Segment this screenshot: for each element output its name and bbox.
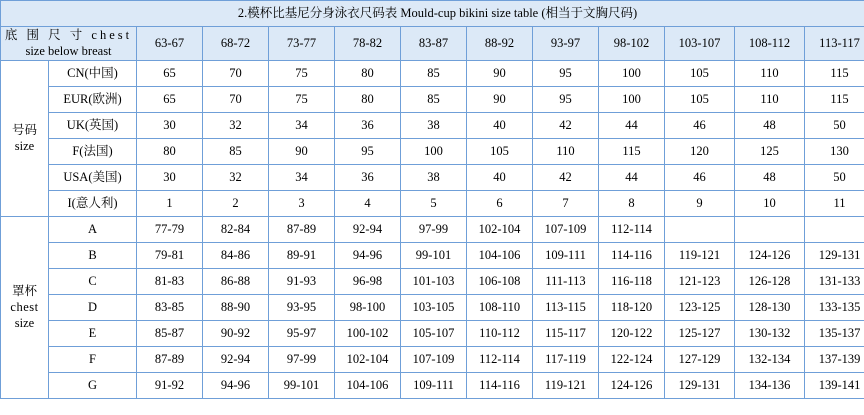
- table-cell: 95: [335, 139, 401, 165]
- table-cell: 32: [203, 165, 269, 191]
- table-cell: 127-129: [665, 347, 735, 373]
- table-cell: 106-108: [467, 269, 533, 295]
- table-cell: 129-131: [805, 243, 864, 269]
- table-cell: 44: [599, 165, 665, 191]
- table-cell-empty: [665, 217, 735, 243]
- table-cell: 87-89: [137, 347, 203, 373]
- row-label: F: [49, 347, 137, 373]
- table-cell: 50: [805, 113, 864, 139]
- table-cell: 38: [401, 165, 467, 191]
- table-row: [1, 61, 864, 87]
- table-cell: 79-81: [137, 243, 203, 269]
- table-cell: 115-117: [533, 321, 599, 347]
- table-cell: 114-116: [599, 243, 665, 269]
- row-label: C: [49, 269, 137, 295]
- table-cell: 4: [335, 191, 401, 217]
- table-cell: 130-132: [735, 321, 805, 347]
- table-cell: 129-131: [665, 373, 735, 399]
- table-cell: 42: [533, 113, 599, 139]
- table-cell: 93-95: [269, 295, 335, 321]
- table-cell: 75: [269, 61, 335, 87]
- row-label: EUR(欧洲): [49, 87, 137, 113]
- table-cell: 32: [203, 113, 269, 139]
- table-cell: 135-137: [805, 321, 864, 347]
- chest-range-header: 103-107: [665, 27, 735, 61]
- table-cell: 134-136: [735, 373, 805, 399]
- table-cell: 86-88: [203, 269, 269, 295]
- table-cell: 94-96: [335, 243, 401, 269]
- row-label: USA(美国): [49, 165, 137, 191]
- table-cell: 46: [665, 165, 735, 191]
- table-cell: 98-100: [335, 295, 401, 321]
- table-cell: 100-102: [335, 321, 401, 347]
- cup-group-label-line1: 罩杯: [11, 284, 37, 299]
- table-cell: 44: [599, 113, 665, 139]
- page-title: 2.模杯比基尼分身泳衣尺码表 Mould-cup bikini size table (相当于文胸尺码): [1, 1, 864, 27]
- table-cell: 115: [805, 61, 864, 87]
- table-cell: 65: [137, 87, 203, 113]
- table-cell: 105: [467, 139, 533, 165]
- table-cell: 139-141: [805, 373, 864, 399]
- table-row: [1, 321, 864, 347]
- table-cell: 77-79: [137, 217, 203, 243]
- chest-range-header: 68-72: [203, 27, 269, 61]
- table-cell: 30: [137, 113, 203, 139]
- table-cell: 92-94: [203, 347, 269, 373]
- table-cell: 118-120: [599, 295, 665, 321]
- table-cell: 105-107: [401, 321, 467, 347]
- table-cell: 85: [203, 139, 269, 165]
- table-cell: 82-84: [203, 217, 269, 243]
- table-cell: 91-93: [269, 269, 335, 295]
- table-cell: 132-134: [735, 347, 805, 373]
- table-cell: 110-112: [467, 321, 533, 347]
- table-cell: 80: [335, 61, 401, 87]
- table-cell: 116-118: [599, 269, 665, 295]
- table-cell: 137-139: [805, 347, 864, 373]
- chest-range-header: 93-97: [533, 27, 599, 61]
- table-cell: 85: [401, 61, 467, 87]
- table-cell: 87-89: [269, 217, 335, 243]
- table-cell: 115: [805, 87, 864, 113]
- table-row: [1, 373, 864, 399]
- row-label: I(意人利): [49, 191, 137, 217]
- row-label: E: [49, 321, 137, 347]
- table-row: [1, 243, 864, 269]
- table-cell: 101-103: [401, 269, 467, 295]
- table-cell: 2: [203, 191, 269, 217]
- table-row: [1, 269, 864, 295]
- cup-group-label-line2: chest: [10, 299, 39, 314]
- table-cell: 95-97: [269, 321, 335, 347]
- chest-range-header: 98-102: [599, 27, 665, 61]
- row-label: A: [49, 217, 137, 243]
- table-cell: 36: [335, 165, 401, 191]
- table-cell: 95: [533, 87, 599, 113]
- table-cell: 91-92: [137, 373, 203, 399]
- table-row: [1, 113, 864, 139]
- table-cell: 40: [467, 113, 533, 139]
- table-cell: 95: [533, 61, 599, 87]
- table-cell: 65: [137, 61, 203, 87]
- table-cell: 122-124: [599, 347, 665, 373]
- table-cell: 30: [137, 165, 203, 191]
- table-cell: 128-130: [735, 295, 805, 321]
- table-cell: 94-96: [203, 373, 269, 399]
- table-cell: 7: [533, 191, 599, 217]
- table-cell: 80: [137, 139, 203, 165]
- table-cell: 124-126: [735, 243, 805, 269]
- table-cell: 10: [735, 191, 805, 217]
- table-row: [1, 139, 864, 165]
- size-group-label-line1: 号码: [11, 123, 37, 138]
- table-cell: 34: [269, 165, 335, 191]
- table-cell: 11: [805, 191, 864, 217]
- corner-header: [1, 27, 137, 61]
- table-cell-empty: [735, 217, 805, 243]
- table-cell: 107-109: [533, 217, 599, 243]
- table-cell: 85: [401, 87, 467, 113]
- table-cell: 1: [137, 191, 203, 217]
- table-cell: 88-90: [203, 295, 269, 321]
- table-cell: 46: [665, 113, 735, 139]
- table-cell: 90-92: [203, 321, 269, 347]
- table-cell: 112-114: [467, 347, 533, 373]
- cup-group-label-line3: size: [14, 315, 35, 330]
- table-cell: 90: [269, 139, 335, 165]
- chest-range-header: 108-112: [735, 27, 805, 61]
- table-cell: 113-115: [533, 295, 599, 321]
- table-cell: 83-85: [137, 295, 203, 321]
- table-cell: 102-104: [335, 347, 401, 373]
- corner-header-line2: size below breast: [25, 43, 112, 58]
- table-row: [1, 87, 864, 113]
- row-label: B: [49, 243, 137, 269]
- table-cell: 80: [335, 87, 401, 113]
- table-cell: 48: [735, 165, 805, 191]
- table-cell: 125: [735, 139, 805, 165]
- table-cell: 70: [203, 87, 269, 113]
- table-cell: 110: [735, 61, 805, 87]
- chest-range-header: 83-87: [401, 27, 467, 61]
- table-cell: 92-94: [335, 217, 401, 243]
- table-cell: 124-126: [599, 373, 665, 399]
- size-group-label: [1, 61, 49, 217]
- table-cell: 40: [467, 165, 533, 191]
- table-cell: 108-110: [467, 295, 533, 321]
- table-cell: 105: [665, 87, 735, 113]
- table-cell: 50: [805, 165, 864, 191]
- table-cell: 112-114: [599, 217, 665, 243]
- table-cell: 115: [599, 139, 665, 165]
- table-cell: 99-101: [401, 243, 467, 269]
- table-cell-empty: [805, 217, 864, 243]
- table-cell: 89-91: [269, 243, 335, 269]
- row-label: UK(英国): [49, 113, 137, 139]
- table-cell: 105: [665, 61, 735, 87]
- table-cell: 119-121: [533, 373, 599, 399]
- table-cell: 123-125: [665, 295, 735, 321]
- chest-range-header: 113-117: [805, 27, 864, 61]
- table-cell: 97-99: [269, 347, 335, 373]
- table-cell: 114-116: [467, 373, 533, 399]
- chest-range-header: 88-92: [467, 27, 533, 61]
- table-cell: 85-87: [137, 321, 203, 347]
- table-row: [1, 191, 864, 217]
- table-row: [1, 165, 864, 191]
- table-cell: 131-133: [805, 269, 864, 295]
- table-cell: 109-111: [401, 373, 467, 399]
- table-cell: 125-127: [665, 321, 735, 347]
- table-cell: 100: [599, 61, 665, 87]
- table-title-row: [1, 1, 864, 27]
- table-cell: 120-122: [599, 321, 665, 347]
- table-cell: 90: [467, 87, 533, 113]
- chest-range-header: 63-67: [137, 27, 203, 61]
- table-cell: 121-123: [665, 269, 735, 295]
- table-cell: 36: [335, 113, 401, 139]
- table-cell: 9: [665, 191, 735, 217]
- chest-range-header: 73-77: [269, 27, 335, 61]
- table-row: [1, 217, 864, 243]
- table-cell: 130: [805, 139, 864, 165]
- table-cell: 133-135: [805, 295, 864, 321]
- table-cell: 117-119: [533, 347, 599, 373]
- table-cell: 96-98: [335, 269, 401, 295]
- table-cell: 107-109: [401, 347, 467, 373]
- table-cell: 34: [269, 113, 335, 139]
- table-cell: 120: [665, 139, 735, 165]
- table-cell: 111-113: [533, 269, 599, 295]
- table-cell: 100: [401, 139, 467, 165]
- row-label: G: [49, 373, 137, 399]
- table-header-row: [1, 27, 864, 61]
- table-cell: 48: [735, 113, 805, 139]
- table-row: [1, 295, 864, 321]
- table-cell: 103-105: [401, 295, 467, 321]
- table-cell: 70: [203, 61, 269, 87]
- row-label: CN(中国): [49, 61, 137, 87]
- table-cell: 110: [533, 139, 599, 165]
- table-cell: 104-106: [335, 373, 401, 399]
- table-cell: 8: [599, 191, 665, 217]
- table-cell: 126-128: [735, 269, 805, 295]
- table-cell: 42: [533, 165, 599, 191]
- table-cell: 119-121: [665, 243, 735, 269]
- cup-group-label: [1, 217, 49, 399]
- table-cell: 102-104: [467, 217, 533, 243]
- table-cell: 5: [401, 191, 467, 217]
- chest-range-header: 78-82: [335, 27, 401, 61]
- table-cell: 110: [735, 87, 805, 113]
- table-cell: 100: [599, 87, 665, 113]
- size-group-label-line2: size: [14, 138, 35, 153]
- table-row: [1, 347, 864, 373]
- table-cell: 90: [467, 61, 533, 87]
- table-cell: 81-83: [137, 269, 203, 295]
- row-label: D: [49, 295, 137, 321]
- corner-header-line1: 底 围 尺 寸 chest: [4, 28, 133, 42]
- table-cell: 104-106: [467, 243, 533, 269]
- table-cell: 3: [269, 191, 335, 217]
- table-cell: 99-101: [269, 373, 335, 399]
- table-cell: 84-86: [203, 243, 269, 269]
- row-label: F(法国): [49, 139, 137, 165]
- table-cell: 6: [467, 191, 533, 217]
- table-cell: 38: [401, 113, 467, 139]
- table-cell: 75: [269, 87, 335, 113]
- table-cell: 97-99: [401, 217, 467, 243]
- table-cell: 109-111: [533, 243, 599, 269]
